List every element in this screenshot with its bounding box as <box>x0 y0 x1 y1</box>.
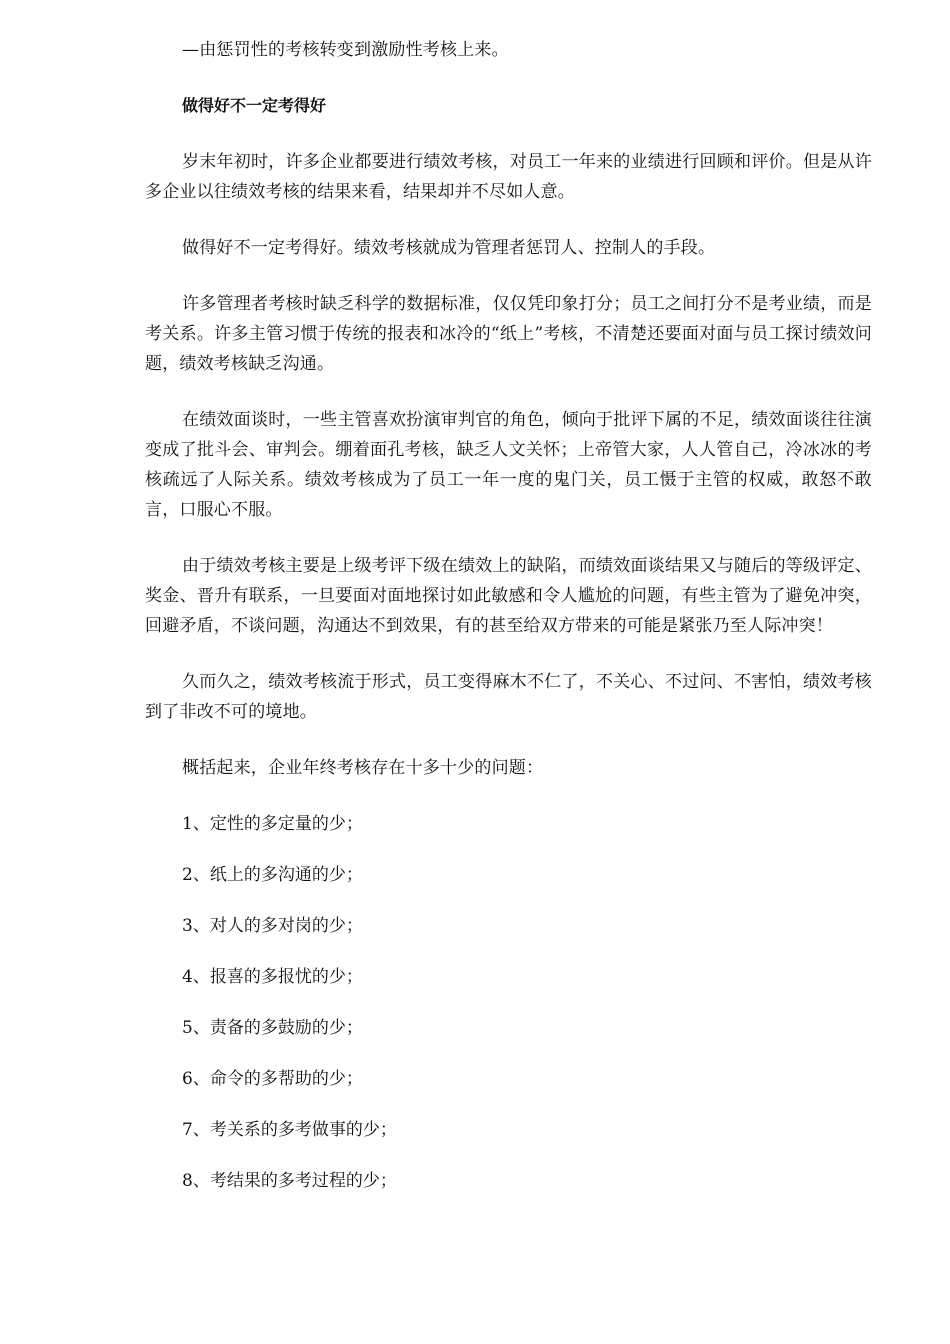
problem-list <box>145 809 872 1196</box>
paragraph: 在绩效面谈时，一些主管喜欢扮演审判官的角色，倾向于批评下属的不足，绩效面谈往往演变成了批斗会、审判会。绷着面孔考核，缺乏人文关怀；上帝管大家，人人管自己，冷冰冰的考核疏远了人际关系。绩效考核成为了员工一年一度的鬼门关，员工慑于主管的权威，敢怒不敢言，口服心不服。 <box>145 410 872 520</box>
list-item: 8、考结果的多考过程的少； <box>182 1171 397 1191</box>
paragraph: 概括起来，企业年终考核存在十多十少的问题： <box>182 758 544 778</box>
paragraph: 岁末年初时，许多企业都要进行绩效考核，对员工一年来的业绩进行回顾和评价。但是从许多企业以往绩效考核的结果来看，结果却并不尽如人意。 <box>145 152 872 202</box>
list-item: 6、命令的多帮助的少； <box>182 1069 363 1089</box>
list-item: 5、责备的多鼓励的少； <box>182 1018 363 1038</box>
list-item: 3、对人的多对岗的少； <box>182 916 363 936</box>
list-item: 1、定性的多定量的少； <box>182 814 363 834</box>
paragraph: 许多管理者考核时缺乏科学的数据标准，仅仅凭印象打分；员工之间打分不是考业绩，而是考关系。许多主管习惯于传统的报表和冰冷的“纸上”考核，不清楚还要面对面与员工探讨绩效问题，绩效考核缺乏沟通。 <box>145 294 872 374</box>
list-item: 4、报喜的多报忧的少； <box>182 967 363 987</box>
paragraph: 做得好不一定考得好。绩效考核就成为管理者惩罚人、控制人的手段。 <box>182 238 716 258</box>
intro-line: —由惩罚性的考核转变到激励性考核上来。 <box>182 40 509 60</box>
paragraph: 由于绩效考核主要是上级考评下级在绩效上的缺陷，而绩效面谈结果又与随后的等级评定、奖金、晋升有联系，一旦要面对面地探讨如此敏感和令人尴尬的问题，有些主管为了避免冲突，回避矛盾，不谈问题，沟通达不到效果，有的甚至给双方带来的可能是紧张乃至人际冲突！ <box>145 556 872 636</box>
section-heading: 做得好不一定考得好 <box>182 96 327 115</box>
list-item: 7、考关系的多考做事的少； <box>182 1120 397 1140</box>
list-item: 2、纸上的多沟通的少； <box>182 865 363 885</box>
paragraph: 久而久之，绩效考核流于形式，员工变得麻木不仁了，不关心、不过问、不害怕，绩效考核到了非改不可的境地。 <box>145 672 872 722</box>
